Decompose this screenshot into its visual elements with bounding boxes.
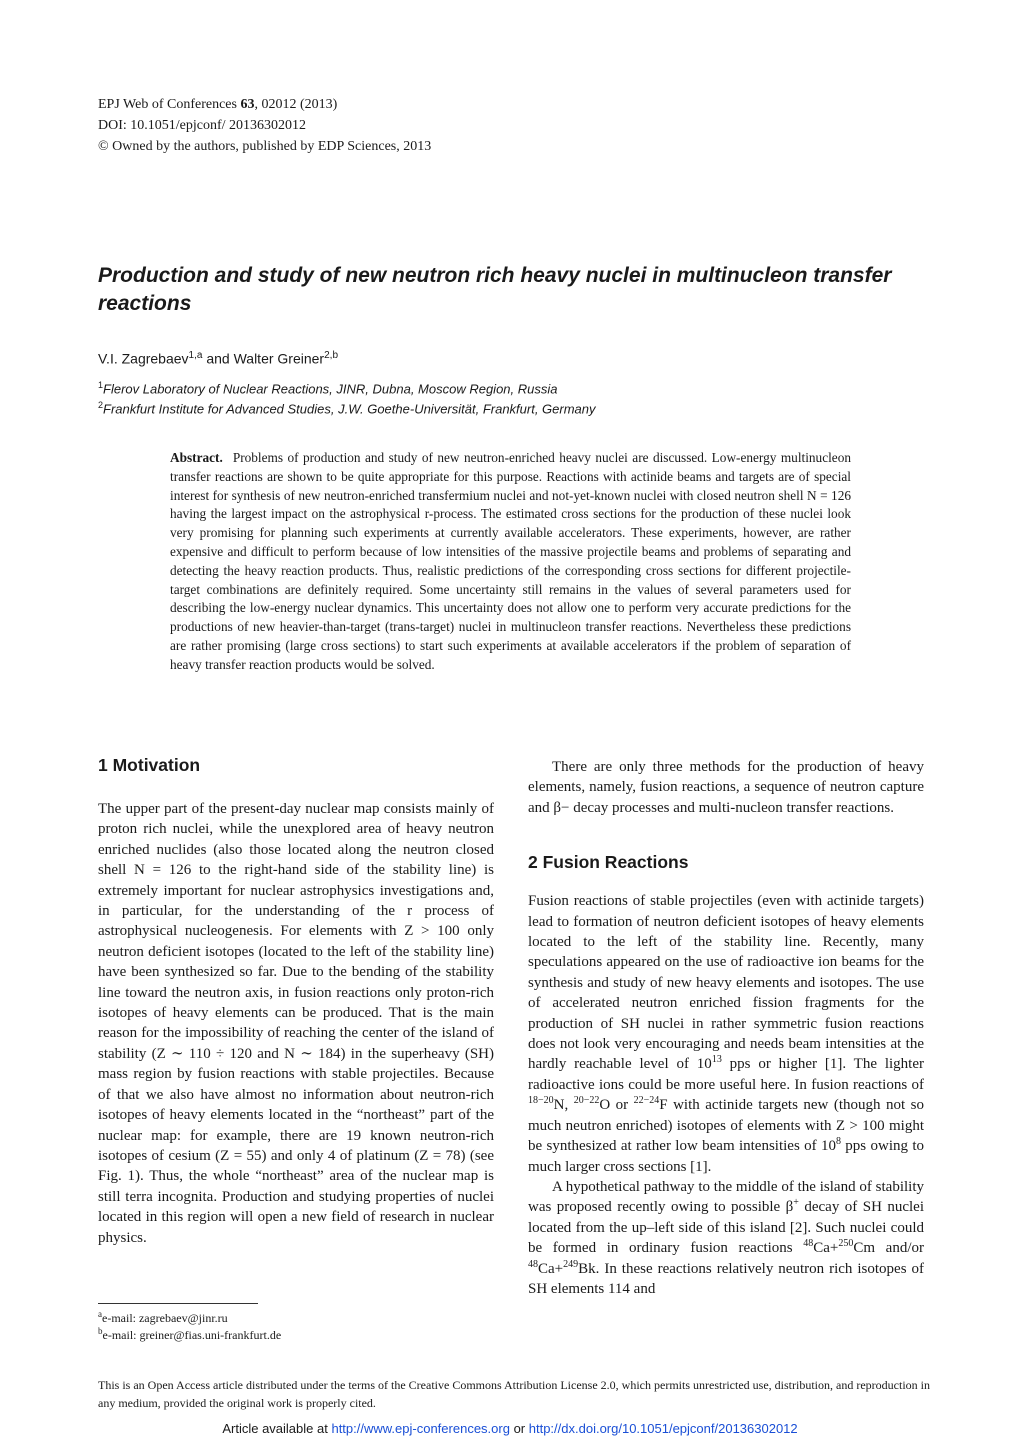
journal-header <box>98 94 431 157</box>
footnote-a-mark: a <box>98 1309 102 1319</box>
availability-prefix: Article available at <box>222 1421 332 1436</box>
author-1-sup: 1,a <box>188 350 203 361</box>
footnote-a <box>98 1309 228 1326</box>
section-1-paragraph: The upper part of the present-day nuclear map consists mainly of proton rich nuclei, while the unexplored area of heavy neutron enriched nuclides (also those located along the neutron closed shell N = 126 to the right-hand side of the stability line) is extremely important for nuclear astrophysics investigations and, in particular, for the understanding of the r process of astrophysical nucleogenesis. For elements with Z > 100 only neutron deficient isotopes (located to the left of the stability line) have been synthesized so far. Due to the bending of the stability line toward the neutron axis, in fusion reactions only proton-rich isotopes of heavy elements can be produced. That is the main reason for the impossibility of reaching the center of the island of stability (Z ∼ 110 ÷ 120 and N ∼ 184) in the superheavy (SH) mass region by fusion reactions with stable projectiles. Because of that we also have almost no information about neutron-rich isotopes of heavy elements located in the “northeast” part of the nuclear map: for example, there are 19 known neutron-rich isotopes of cesium (Z = 55) and only 4 of platinum (Z = 78) (see Fig. 1). Thus, the whole “northeast” area of the nuclear map is still terra incognita. Production and studying properties of nuclei located in this region will open a new field of research in nuclear physics. <box>98 801 494 1246</box>
availability-or: or <box>509 1421 529 1436</box>
affiliation-2-text: Frankfurt Institute for Advanced Studies, J.W. Goethe-Universität, Frankfurt, Germany <box>103 401 596 417</box>
affiliation-2-num: 2 <box>98 400 104 410</box>
author-and: and <box>206 350 230 367</box>
copyright-line: © Owned by the authors, published by EDP Sciences, 2013 <box>98 139 432 154</box>
journal-name: EPJ Web of Conferences <box>98 97 237 112</box>
author-2-name: Walter Greiner <box>233 350 325 367</box>
affiliation-1-text: Flerov Laboratory of Nuclear Reactions, JINR, Dubna, Moscow Region, Russia <box>103 381 558 397</box>
abstract-label: Abstract. <box>170 450 223 465</box>
doi-link[interactable]: http://dx.doi.org/10.1051/epjconf/20136302012 <box>528 1421 798 1436</box>
license-notice: This is an Open Access article distributed under the terms of the Creative Commons Attribution License 2.0, which permits unrestricted use, distribution, and reproduction in any medium, provided the original work is properly cited. <box>98 1378 930 1410</box>
right-column <box>528 757 924 1299</box>
article-availability <box>0 1421 1020 1436</box>
footnote-a-text[interactable]: e-mail: zagrebaev@jinr.ru <box>102 1311 228 1325</box>
journal-citation: , 02012 (2013) <box>254 97 338 112</box>
section-2-heading: 2 Fusion Reactions <box>528 852 689 873</box>
footnote-divider <box>98 1303 258 1304</box>
left-column <box>98 755 494 1248</box>
footnote-b-text[interactable]: e-mail: greiner@fias.uni-frankfurt.de <box>102 1328 282 1342</box>
section-2-paragraph-1: Fusion reactions of stable projectiles (even with actinide targets) lead to formation of neutron deficient isotopes of heavy elements located to the left of the stability line. Recently, many speculations appeared on the use of radioactive ion beams for the synthesis and study of new heavy elements and isotopes. The use of accelerated neutron enriched fission fragments for the production of SH nuclei in rather symmetric fusion reactions does not look very encouraging and needs beam intensities at the hardly reachable level of $10^{13}$ pps or higher [1]. The lighter radioactive ions could be more useful here. In fusion reactions of $^{18-20}$N, $^{20-22}$O or $^{22-24}$F with actinide targets new (though not so much neutron enriched) isotopes of elements with Z > 100 might be synthesized at rather low beam intensities of $10^8$ pps owing to much larger cross sections [1]. <box>528 893 924 1175</box>
abstract-text: Problems of production and study of new neutron-enriched heavy nuclei are discussed. Low-energy multinucleon transfer reactions are shown to be quite appropriate for this purpose. Reactions with actinide beams and targets are of special interest for synthesis of new neutron-enriched transfermium nuclei and not-yet-known nuclei with closed neutron shell N = 126 having the largest impact on the astrophysical r-process. The estimated cross sections for the production of these nuclei look very promising for planning such experiments at currently available accelerators. These experiments, however, are rather expensive and difficult to perform because of low intensities of the massive projectile beams and problems of separating and detecting the heavy reaction products. Thus, realistic predictions of the corresponding cross sections for different projectile-target combinations are definitely required. Some uncertainty still remains in the values of several parameters used for describing the low-energy nuclear dynamics. This uncertainty does not allow one to perform very accurate predictions for the productions of new heavier-than-target (trans-target) nuclei in multinucleon transfer reactions. Nevertheless these predictions are rather promising (large cross sections) to start such experiments at available accelerators if the problem of separation of heavy transfer reaction products would be solved. <box>170 450 851 672</box>
journal-site-link[interactable]: http://www.epj-conferences.org <box>331 1421 510 1436</box>
paper-title: Production and study of new neutron rich heavy nuclei in multinucleon transfer reactions <box>98 264 892 315</box>
affiliation-2 <box>98 400 596 416</box>
abstract <box>170 449 851 675</box>
footnote-b <box>98 1326 281 1343</box>
author-1-name: V.I. Zagrebaev <box>98 350 189 367</box>
section-2-paragraph-2: A hypothetical pathway to the middle of the island of stability was proposed recently owing to possible β+ decay of SH nuclei located from the up–left side of this island [2]. Such nuclei could be formed in ordinary fusion reactions $^{48}$Ca+$^{250}$Cm and/or $^{48}$Ca+$^{249}$Bk. In these reactions relatively neutron rich isotopes of SH elements 114 and <box>528 1178 925 1297</box>
doi-line: DOI: 10.1051/epjconf/ 20136302012 <box>98 118 307 133</box>
section-1-heading: 1 Motivation <box>98 755 201 775</box>
author-line <box>98 350 338 367</box>
footnote-b-mark: b <box>98 1326 103 1336</box>
journal-citation-line <box>98 94 431 115</box>
author-2-sup: 2,b <box>324 350 339 361</box>
affiliation-1 <box>98 380 558 396</box>
affiliation-1-num: 1 <box>98 380 104 390</box>
methods-paragraph: There are only three methods for the production of heavy elements, namely, fusion reactions, a sequence of neutron capture and β− decay processes and multi-nucleon transfer reactions. <box>528 759 924 816</box>
journal-volume: 63 <box>240 97 255 112</box>
